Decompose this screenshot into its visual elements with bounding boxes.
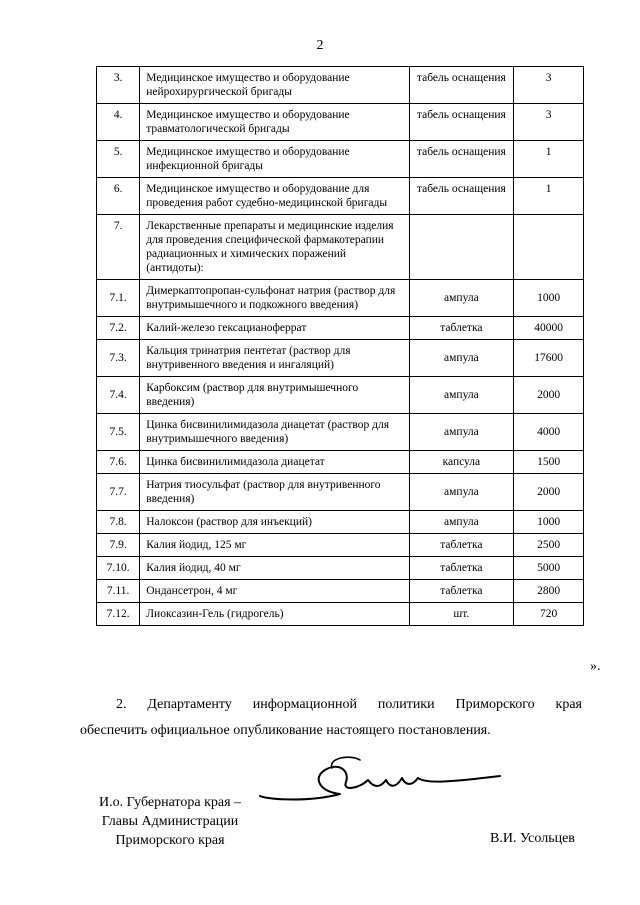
row-name: Калия йодид, 40 мг — [140, 557, 409, 580]
row-quantity: 3 — [514, 104, 584, 141]
items-table — [96, 66, 584, 626]
closing-quote: ». — [590, 659, 601, 674]
row-quantity: 40000 — [514, 317, 584, 340]
row-quantity: 2500 — [514, 534, 584, 557]
row-quantity: 2000 — [514, 474, 584, 511]
row-number: 7.6. — [97, 451, 140, 474]
row-quantity: 3 — [514, 67, 584, 104]
row-name: Кальция тринатрия пентетат (раствор для внутривенного введения и ингаляций) — [140, 340, 409, 377]
row-quantity: 2000 — [514, 377, 584, 414]
row-number: 7.4. — [97, 377, 140, 414]
row-quantity: 1000 — [514, 511, 584, 534]
row-name: Цинка бисвинилимидазола диацетат (раствор для внутримышечного введения) — [140, 414, 409, 451]
row-number: 3. — [97, 67, 140, 104]
table-row — [97, 414, 584, 451]
row-number: 7.11. — [97, 580, 140, 603]
row-number: 7.7. — [97, 474, 140, 511]
row-number: 7.8. — [97, 511, 140, 534]
row-name: Лекарственные препараты и медицинские изделия для проведения специфической фармакотерапии радиационных и химических поражений (антидоты): — [140, 215, 409, 280]
row-number: 7.2. — [97, 317, 140, 340]
row-name: Натрия тиосульфат (раствор для внутривенного введения) — [140, 474, 409, 511]
row-number: 7.12. — [97, 603, 140, 626]
row-quantity: 1000 — [514, 280, 584, 317]
position-line-1: И.о. Губернатора края – — [98, 795, 242, 810]
row-unit: ампула — [409, 474, 514, 511]
row-name: Медицинское имущество и оборудование нейрохирургической бригады — [140, 67, 409, 104]
row-number: 7.1. — [97, 280, 140, 317]
table-row — [97, 557, 584, 580]
row-unit: табель оснащения — [409, 178, 514, 215]
row-name: Карбоксим (раствор для внутримышечного введения) — [140, 377, 409, 414]
signer-position — [80, 793, 260, 850]
position-line-2: Главы Администрации — [101, 814, 239, 829]
table-row — [97, 534, 584, 557]
row-unit: табель оснащения — [409, 104, 514, 141]
row-number: 7.10. — [97, 557, 140, 580]
table-row — [97, 215, 584, 280]
row-unit — [409, 215, 514, 280]
handwritten-signature — [250, 748, 510, 808]
table-row — [97, 511, 584, 534]
table-row — [97, 317, 584, 340]
row-number: 7.9. — [97, 534, 140, 557]
row-number: 6. — [97, 178, 140, 215]
table-row — [97, 280, 584, 317]
row-number: 7.5. — [97, 414, 140, 451]
table-row — [97, 377, 584, 414]
row-quantity: 1 — [514, 141, 584, 178]
table-row — [97, 340, 584, 377]
table-row — [97, 141, 584, 178]
table-row — [97, 580, 584, 603]
signer-name: В.И. Усольцев — [490, 831, 575, 846]
row-unit: ампула — [409, 280, 514, 317]
row-name: Цинка бисвинилимидазола диацетат — [140, 451, 409, 474]
row-unit: таблетка — [409, 317, 514, 340]
row-name: Ондансетрон, 4 мг — [140, 580, 409, 603]
table-row — [97, 178, 584, 215]
row-number: 7. — [97, 215, 140, 280]
row-unit: таблетка — [409, 580, 514, 603]
row-name: Медицинское имущество и оборудование травматологической бригады — [140, 104, 409, 141]
row-name: Медицинское имущество и оборудование инфекционной бригады — [140, 141, 409, 178]
row-unit: табель оснащения — [409, 141, 514, 178]
row-unit: ампула — [409, 414, 514, 451]
row-name: Калий-железо гексацианоферрат — [140, 317, 409, 340]
table-row — [97, 474, 584, 511]
row-quantity: 2800 — [514, 580, 584, 603]
row-number: 5. — [97, 141, 140, 178]
table-row — [97, 104, 584, 141]
row-name: Налоксон (раствор для инъекций) — [140, 511, 409, 534]
row-unit: ампула — [409, 340, 514, 377]
paragraph-line-2: обеспечить официальное опубликование настоящего постановления. — [80, 723, 491, 738]
row-quantity: 1500 — [514, 451, 584, 474]
table-row — [97, 451, 584, 474]
row-number: 7.3. — [97, 340, 140, 377]
row-quantity: 1 — [514, 178, 584, 215]
row-unit: таблетка — [409, 534, 514, 557]
row-name: Димеркаптопропан-сульфонат натрия (раствор для внутримышечного и подкожного введения) — [140, 280, 409, 317]
row-name: Калия йодид, 125 мг — [140, 534, 409, 557]
row-unit: таблетка — [409, 557, 514, 580]
table-row — [97, 67, 584, 104]
paragraph-line-1: 2. Департаменту информационной политики Приморского края — [116, 697, 582, 712]
table-row — [97, 603, 584, 626]
page-number: 2 — [316, 38, 324, 53]
row-quantity: 5000 — [514, 557, 584, 580]
row-unit: капсула — [409, 451, 514, 474]
row-number: 4. — [97, 104, 140, 141]
row-unit: шт. — [409, 603, 514, 626]
row-unit: ампула — [409, 377, 514, 414]
row-quantity — [514, 215, 584, 280]
row-quantity: 720 — [514, 603, 584, 626]
row-unit: ампула — [409, 511, 514, 534]
row-name: Медицинское имущество и оборудование для проведения работ судебно-медицинской бригады — [140, 178, 409, 215]
position-line-3: Приморского края — [115, 833, 225, 848]
row-unit: табель оснащения — [409, 67, 514, 104]
row-name: Лиоксазин-Гель (гидрогель) — [140, 603, 409, 626]
row-quantity: 17600 — [514, 340, 584, 377]
row-quantity: 4000 — [514, 414, 584, 451]
